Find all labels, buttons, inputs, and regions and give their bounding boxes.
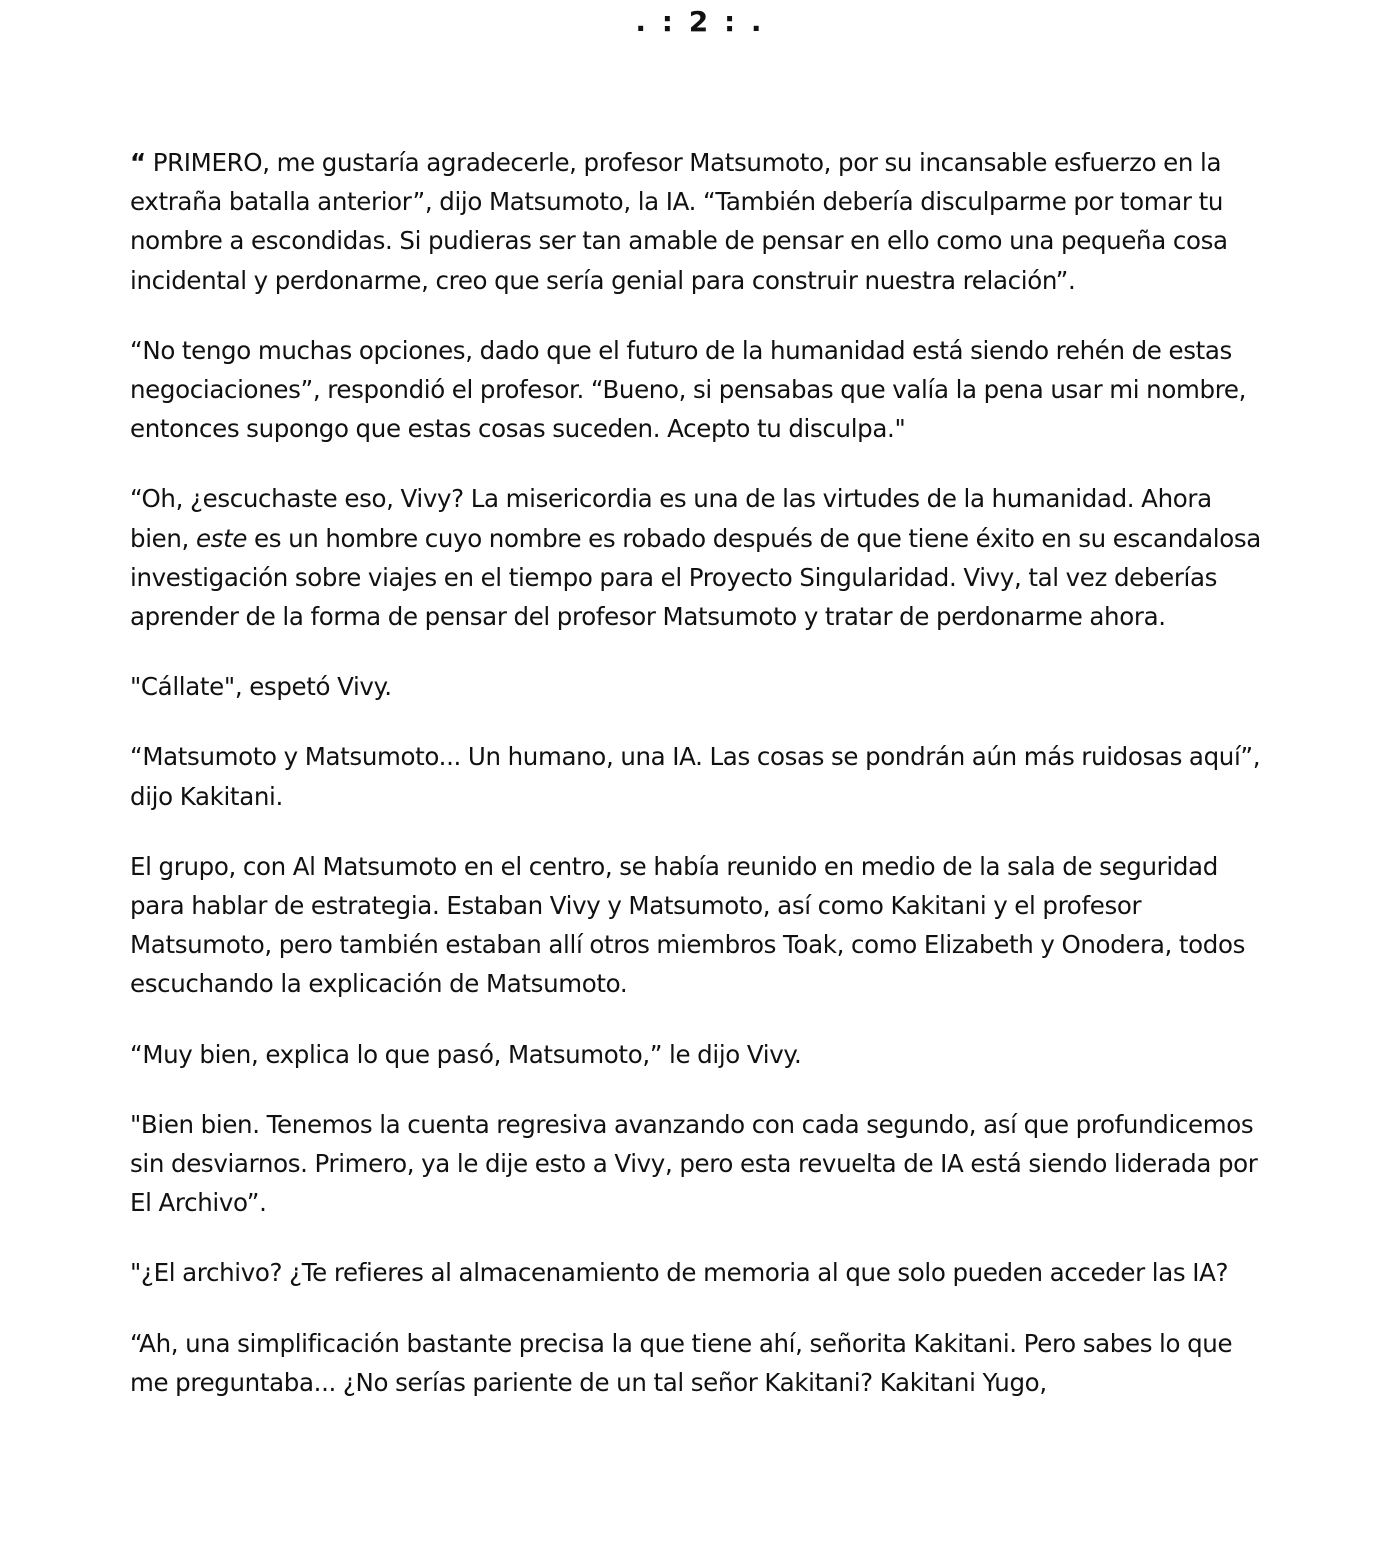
paragraph-6: El grupo, con Al Matsumoto en el centro, se había reunido en medio de la sala de seguridad para hablar de estrategia. Estaban Vivy y Matsumoto, así como Kakitani y el profesor Matsumoto, pero también estaban allí otros miembros Toak, como Elizabeth y Onodera, todos escuchando la explicación de Matsumoto. <box>130 851 1246 999</box>
paragraph-8: "Bien bien. Tenemos la cuenta regresiva avanzando con cada segundo, así que profundicemos sin desviarnos. Primero, ya le dije esto a Vivy, pero esta revuelta de IA está siendo liderada por El Archivo”. <box>130 1109 1258 1218</box>
paragraph-10: “Ah, una simplificación bastante precisa la que tiene ahí, señorita Kakitani. Pero sabes lo que me preguntaba... ¿No serías pariente de un tal señor Kakitani? Kakitani Yugo, <box>130 1328 1233 1397</box>
paragraph-3 <box>130 479 1275 636</box>
paragraph-5: “Matsumoto y Matsumoto... Un humano, una IA. Las cosas se pondrán aún más ruidosas aquí”, dijo Kakitani. <box>130 742 1261 811</box>
paragraph-text-before: “Oh, ¿escuchaste eso, Vivy? La misericordia es una de las virtudes de la humanidad. Ahora bien, <box>130 484 1212 553</box>
paragraph-1 <box>130 143 1275 300</box>
paragraph-9: "¿El archivo? ¿Te refieres al almacenamiento de memoria al que solo pueden acceder las IA? <box>130 1258 1229 1288</box>
emphasized-word: este <box>195 523 248 553</box>
paragraph-text: PRIMERO, me gustaría agradecerle, profesor Matsumoto, por su incansable esfuerzo en la extraña batalla anterior”, dijo Matsumoto, la IA. “También debería disculparme por tomar tu nombre a escondidas. Si pudieras ser tan amable de pensar en ello como una pequeña cosa incidental y perdonarme, creo que sería genial para construir nuestra relación”. <box>130 148 1228 295</box>
opening-quote: “ <box>130 148 146 177</box>
paragraph-7: “Muy bien, explica lo que pasó, Matsumoto,” le dijo Vivy. <box>130 1039 802 1069</box>
chapter-marker: . : 2 : . <box>635 5 765 38</box>
document-body <box>130 143 1275 1433</box>
paragraph-2: “No tengo muchas opciones, dado que el futuro de la humanidad está siendo rehén de estas negociaciones”, respondió el profesor. “Bueno, si pensabas que valía la pena usar mi nombre, entonces supongo que estas cosas suceden. Acepto tu disculpa." <box>130 335 1247 444</box>
paragraph-text-after: es un hombre cuyo nombre es robado después de que tiene éxito en su escandalosa investigación sobre viajes en el tiempo para el Proyecto Singularidad. Vivy, tal vez deberías aprender de la forma de pensar del profesor Matsumoto y tratar de perdonarme ahora. <box>130 523 1261 632</box>
paragraph-4: "Cállate", espetó Vivy. <box>130 672 392 702</box>
